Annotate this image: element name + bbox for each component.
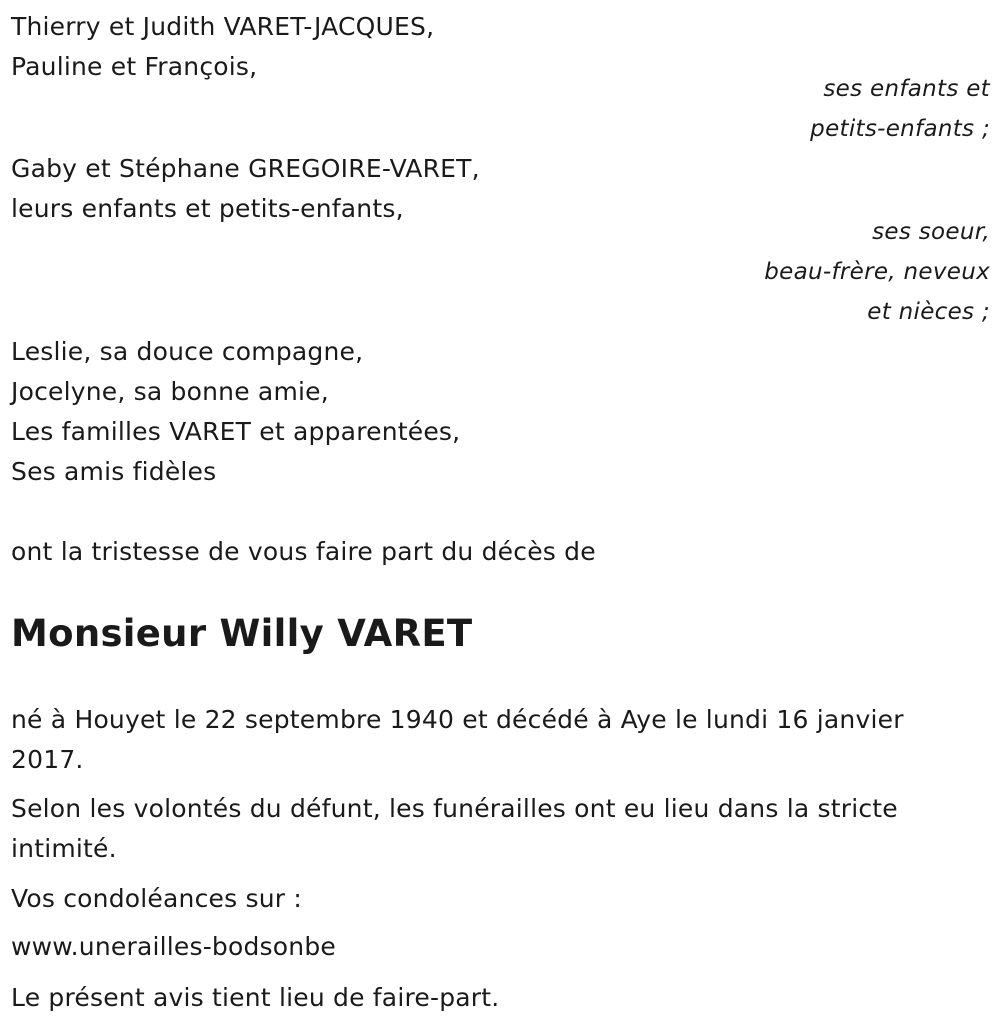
family-line: Thierry et Judith VARET-JACQUES,	[11, 12, 435, 41]
relation-line: ses enfants et	[823, 76, 990, 102]
deceased-name: Monsieur Willy VARET	[11, 612, 473, 655]
relation-line: et nièces ;	[867, 299, 990, 325]
closing-text: Le présent avis tient lieu de faire-part.	[11, 983, 500, 1012]
mourner-line: Ses amis fidèles	[11, 457, 217, 486]
funeral-text: Selon les volontés du défunt, les funérailles ont eu lieu dans la stricte	[11, 794, 898, 823]
mourner-line: Leslie, sa douce compagne,	[11, 337, 364, 366]
mourner-line: Jocelyne, sa bonne amie,	[11, 377, 329, 406]
birth-death-text: 2017.	[11, 745, 84, 774]
family-line: Gaby et Stéphane GREGOIRE-VARET,	[11, 154, 480, 183]
birth-death-text: né à Houyet le 22 septembre 1940 et décédé à Aye le lundi 16 janvier	[11, 705, 904, 734]
condolences-url: www.unerailles-bodsonbe	[11, 932, 336, 961]
family-line: Pauline et François,	[11, 52, 258, 81]
condolences-label: Vos condoléances sur :	[11, 884, 302, 913]
announcement-text: ont la tristesse de vous faire part du décès de	[11, 537, 596, 566]
relation-line: petits-enfants ;	[810, 116, 990, 142]
funeral-text: intimité.	[11, 834, 117, 863]
family-line: leurs enfants et petits-enfants,	[11, 194, 404, 223]
relation-line: beau-frère, neveux	[764, 259, 990, 285]
relation-line: ses soeur,	[872, 219, 990, 245]
mourner-line: Les familles VARET et apparentées,	[11, 417, 461, 446]
